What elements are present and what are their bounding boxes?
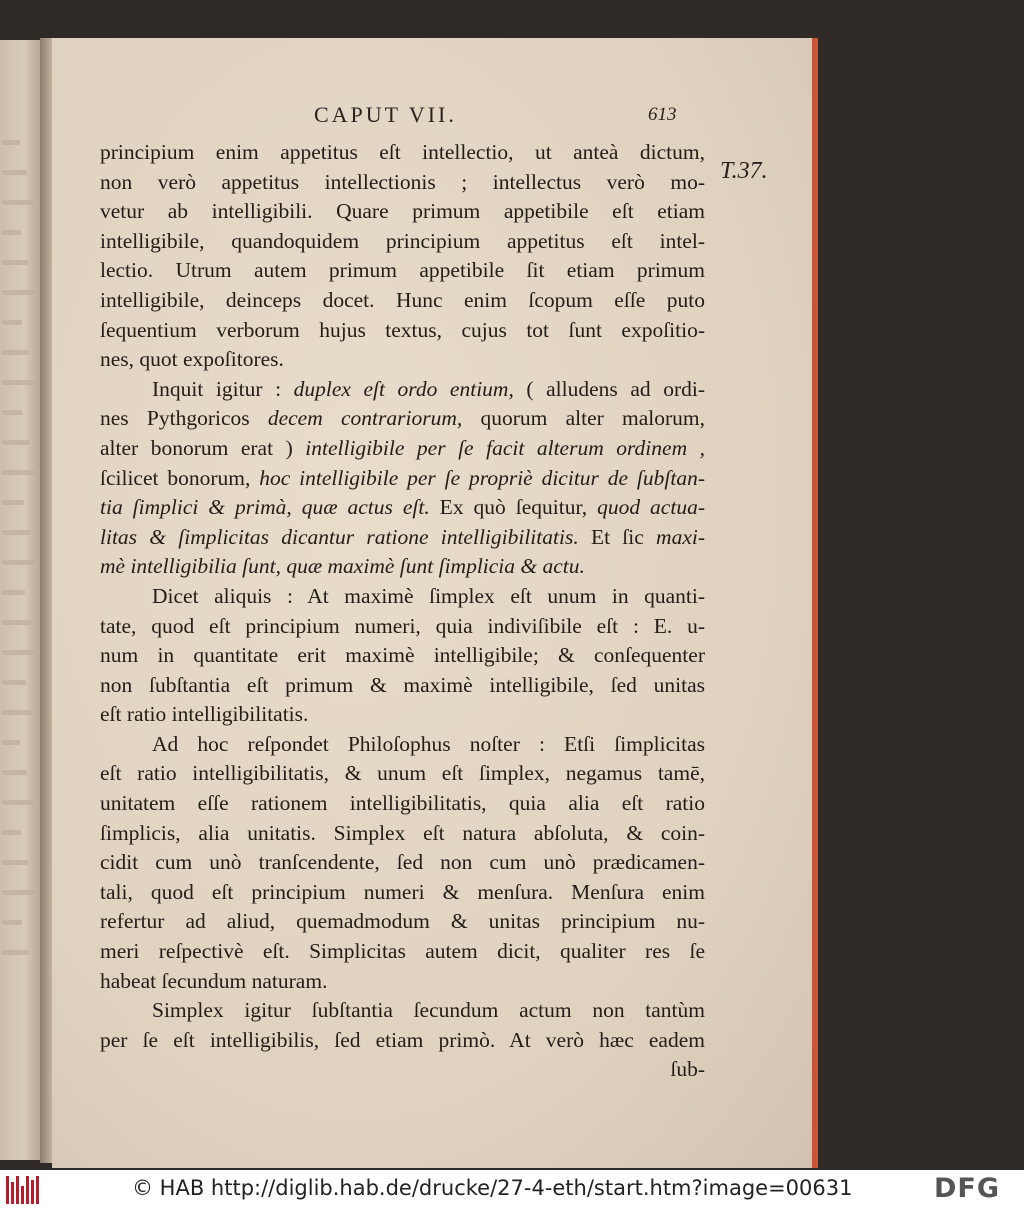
text-segment: Dicet aliquis : At maximè ſimplex eſt unum in quanti- [152, 583, 705, 608]
previous-page-text-fragment [2, 170, 27, 175]
previous-page-text-fragment [2, 920, 22, 925]
text-line [100, 493, 705, 523]
text-line [100, 582, 705, 612]
italic-segment: tia ſimplici & primà, quæ actus eſt. [100, 495, 430, 520]
margin-note: T.37. [720, 158, 768, 184]
previous-page-text-fragment [2, 860, 28, 865]
previous-page-edge [0, 40, 40, 1160]
text-line [100, 641, 705, 671]
previous-page-text-fragment [2, 710, 33, 715]
previous-page-text-fragment [2, 530, 31, 535]
italic-segment: hoc intelligibile per ſe propriè dicitur de ſubſtan- [259, 465, 705, 490]
previous-page-text-fragment [2, 770, 27, 775]
previous-page-text-fragment [2, 350, 29, 355]
text-segment: principium enim appetitus eſt intellectio, ut anteà dictum, [100, 140, 705, 164]
previous-page-text-fragment [2, 380, 36, 385]
previous-page-text-fragment [2, 320, 22, 325]
italic-segment: litas & ſimplicitas dicantur ratione intelligibilitatis. [100, 524, 579, 549]
text-segment: ſequentium verborum hujus textus, cujus tot ſunt expoſitio- [100, 317, 705, 342]
text-segment: Ex quò ſequitur, [429, 495, 598, 520]
text-segment: non ſubſtantia eſt primum & maximè intelligibile, ſed unitas [100, 672, 705, 697]
previous-page-text-fragment [2, 950, 29, 955]
text-line [100, 878, 705, 908]
text-line [100, 700, 705, 730]
previous-page-text-fragment [2, 830, 21, 835]
italic-segment: quod actua- [597, 495, 705, 520]
chapter-heading: CAPUT VII. [314, 102, 457, 127]
text-segment: Et ſic [578, 524, 657, 549]
previous-page-text-fragment [2, 290, 35, 295]
italic-segment: mè intelligibilia ſunt, quæ maximè ſunt ſimplicia & actu. [100, 554, 585, 579]
text-segment: vetur ab intelligibili. Quare primum appetibile eſt etiam [100, 199, 705, 224]
text-segment: nes, quot expoſitores. [100, 347, 284, 372]
text-segment: habeat ſecundum naturam. [100, 968, 328, 993]
book-page [52, 38, 818, 1168]
text-segment: eſt ratio intelligibilitatis, & unum eſt ſimplex, negamus tamē, [100, 761, 705, 786]
previous-page-text-fragment [2, 260, 28, 265]
text-line [100, 227, 705, 257]
text-line [100, 197, 705, 227]
text-line [100, 730, 705, 760]
text-segment: refertur ad aliud, quemadmodum & unitas principium nu- [100, 909, 705, 934]
text-line [100, 523, 705, 553]
hab-logo-icon[interactable] [6, 1176, 46, 1204]
italic-segment: intelligibile per ſe facit alterum ordinem , [305, 435, 705, 460]
text-segment: ſcilicet bonorum, [100, 465, 260, 490]
text-line [100, 996, 705, 1026]
italic-segment: maxi- [656, 524, 705, 549]
text-segment: nes Pythgoricos [100, 406, 268, 431]
text-segment: tate, quod eſt principium numeri, quia indiviſibile eſt : E. u- [100, 613, 705, 638]
text-segment: lectio. Utrum autem primum appetibile ſit etiam primum [100, 258, 705, 283]
previous-page-text-fragment [2, 620, 32, 625]
footer-bar [0, 1170, 1024, 1209]
text-line [100, 316, 705, 346]
text-line [100, 375, 705, 405]
text-line [100, 552, 705, 582]
previous-page-text-fragment [2, 680, 26, 685]
previous-page-text-fragment [2, 560, 38, 565]
text-segment: non verò appetitus intellectionis ; intellectus verò mo- [100, 169, 705, 194]
italic-segment: decem contrariorum, [267, 406, 463, 431]
previous-page-text-fragment [2, 740, 20, 745]
previous-page-text-fragment [2, 410, 23, 415]
text-segment: intelligibile, deinceps docet. Hunc enim ſcopum eſſe puto [100, 287, 705, 312]
text-line [100, 464, 705, 494]
text-segment: Simplex igitur ſubſtantia ſecundum actum non tantùm [152, 998, 705, 1023]
body-text [100, 138, 705, 1085]
text-segment: unitatem eſſe rationem intelligibilitatis, quia alia eſt ratio [100, 791, 705, 816]
text-line [100, 168, 705, 198]
text-segment: ſimplicis, alia unitatis. Simplex eſt natura abſoluta, & coin- [100, 820, 705, 845]
running-head [52, 102, 818, 138]
text-segment: eſt ratio intelligibilitatis. [100, 702, 309, 727]
previous-page-text-fragment [2, 140, 20, 145]
text-segment: meri reſpectivè eſt. Simplicitas autem dicit, qualiter res ſe [100, 939, 705, 964]
previous-page-text-fragment [2, 440, 30, 445]
previous-page-text-fragment [2, 230, 21, 235]
text-line [100, 937, 705, 967]
text-line [100, 671, 705, 701]
catchword: ſub- [670, 1057, 705, 1082]
text-line [100, 138, 705, 168]
text-line [100, 286, 705, 316]
text-line [100, 967, 705, 997]
text-segment: ( alludens ad ordi- [513, 376, 705, 401]
text-line [100, 256, 705, 286]
text-line [100, 434, 705, 464]
text-segment: intelligibile, quandoquidem principium appetitus eſt intel- [100, 228, 705, 253]
text-line [100, 345, 705, 375]
text-segment: per ſe eſt intelligibilis, ſed etiam primò. At verò hæc eadem [100, 1027, 705, 1052]
italic-segment: duplex eſt ordo entium, [293, 376, 514, 401]
text-segment: Ad hoc reſpondet Philoſophus noſter : Etſi ſimplicitas [152, 731, 705, 756]
previous-page-text-fragment [2, 890, 35, 895]
text-segment: alter bonorum erat ) [100, 435, 306, 460]
text-line [100, 404, 705, 434]
text-line [100, 819, 705, 849]
text-segment: tali, quod eſt principium numeri & menſura. Menſura enim [100, 879, 705, 904]
previous-page-text-fragment [2, 590, 25, 595]
previous-page-text-fragment [2, 200, 34, 205]
text-segment: quorum alter malorum, [462, 406, 705, 431]
previous-page-text-fragment [2, 500, 24, 505]
text-segment: Inquit igitur : [152, 376, 294, 401]
text-line [100, 612, 705, 642]
text-line [100, 907, 705, 937]
dfg-logo[interactable]: DFG [934, 1173, 1001, 1204]
text-line [100, 848, 705, 878]
previous-page-text-fragment [2, 650, 39, 655]
text-segment: num in quantitate erit maximè intelligibile; & conſequenter [100, 643, 705, 668]
page-number: 613 [648, 104, 677, 125]
previous-page-text-fragment [2, 800, 34, 805]
text-line [100, 1026, 705, 1056]
previous-page-text-fragment [2, 470, 37, 475]
text-line [100, 789, 705, 819]
text-segment: cidit cum unò tranſcendente, ſed non cum unò prædicamen- [100, 850, 705, 875]
copyright-url-link[interactable]: © HAB http://diglib.hab.de/drucke/27-4-eth/start.htm?image=00631 [132, 1176, 853, 1200]
text-line [100, 759, 705, 789]
